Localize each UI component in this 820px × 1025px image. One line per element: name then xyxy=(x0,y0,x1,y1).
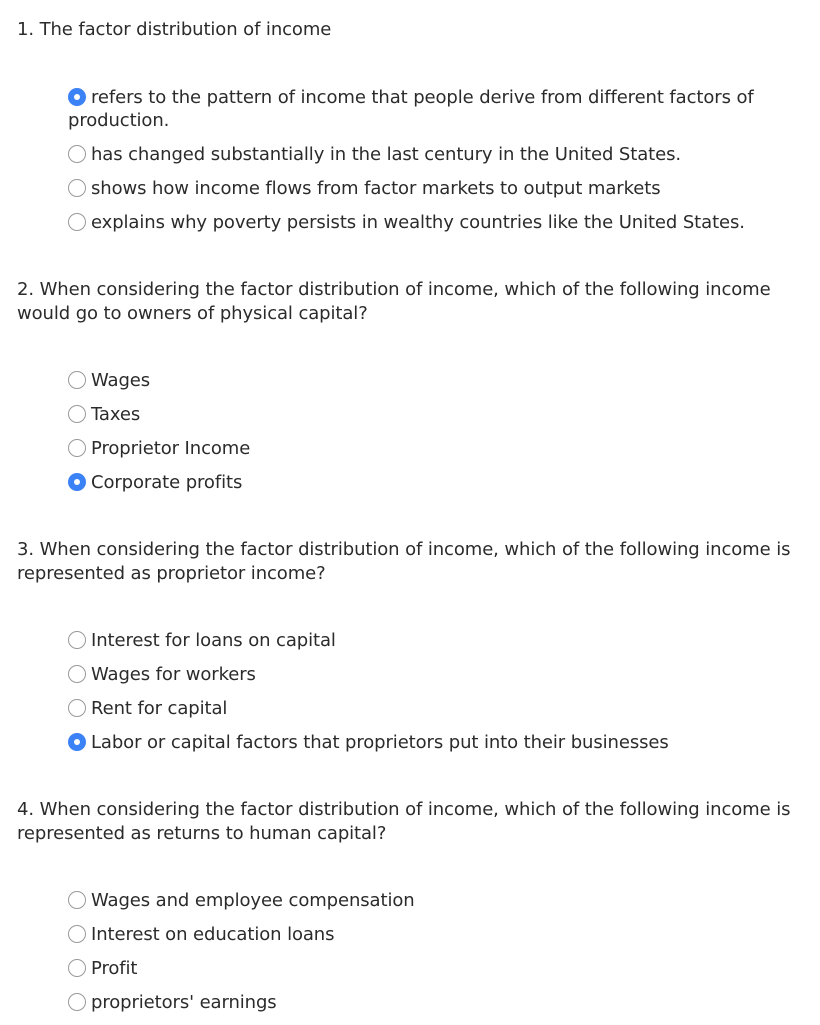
question-3-options xyxy=(68,629,808,765)
radio-unselected-icon[interactable] xyxy=(68,925,86,943)
question-2-option-1[interactable] xyxy=(68,369,808,392)
option-label: Rent for capital xyxy=(91,698,228,719)
radio-unselected-icon[interactable] xyxy=(68,179,86,197)
radio-unselected-icon[interactable] xyxy=(68,665,86,683)
radio-unselected-icon[interactable] xyxy=(68,145,86,163)
radio-unselected-icon[interactable] xyxy=(68,439,86,457)
question-1-option-2[interactable] xyxy=(68,143,808,166)
question-3-option-4[interactable] xyxy=(68,731,808,754)
option-label: refers to the pattern of income that people derive from different factors of production. xyxy=(68,87,754,131)
option-label: explains why poverty persists in wealthy countries like the United States. xyxy=(91,212,745,233)
option-label: Wages for workers xyxy=(91,664,256,685)
option-label: Labor or capital factors that proprietors put into their businesses xyxy=(91,732,669,753)
option-label: shows how income flows from factor markets to output markets xyxy=(91,178,661,199)
question-2-options xyxy=(68,369,808,505)
question-4-option-1[interactable] xyxy=(68,889,808,912)
question-4 xyxy=(17,798,807,846)
question-4-option-3[interactable] xyxy=(68,957,808,980)
radio-unselected-icon[interactable] xyxy=(68,371,86,389)
option-label: Wages and employee compensation xyxy=(91,890,415,911)
option-label: Wages xyxy=(91,370,151,391)
radio-unselected-icon[interactable] xyxy=(68,405,86,423)
question-2-option-3[interactable] xyxy=(68,437,808,460)
question-2-prompt: 2. When considering the factor distribution of income, which of the following income would go to owners of physical capital? xyxy=(17,279,771,324)
question-4-prompt: 4. When considering the factor distribution of income, which of the following income is represented as returns to human capital? xyxy=(17,799,791,844)
question-1-option-4[interactable] xyxy=(68,211,808,234)
question-2 xyxy=(17,278,807,326)
option-label: Interest on education loans xyxy=(91,924,335,945)
option-label: Interest for loans on capital xyxy=(91,630,336,651)
radio-unselected-icon[interactable] xyxy=(68,959,86,977)
option-label: proprietors' earnings xyxy=(91,992,277,1013)
radio-selected-icon[interactable] xyxy=(68,473,86,491)
question-1-option-1[interactable] xyxy=(68,86,808,132)
question-1-option-3[interactable] xyxy=(68,177,808,200)
radio-unselected-icon[interactable] xyxy=(68,213,86,231)
option-label: Profit xyxy=(91,958,138,979)
option-label: has changed substantially in the last century in the United States. xyxy=(91,144,681,165)
question-3-option-3[interactable] xyxy=(68,697,808,720)
option-label: Proprietor Income xyxy=(91,438,251,459)
radio-unselected-icon[interactable] xyxy=(68,631,86,649)
question-1-options xyxy=(68,86,808,245)
question-3-option-1[interactable] xyxy=(68,629,808,652)
radio-selected-icon[interactable] xyxy=(68,88,86,106)
option-label: Taxes xyxy=(91,404,141,425)
question-1 xyxy=(17,18,807,42)
question-3-prompt: 3. When considering the factor distribution of income, which of the following income is represented as proprietor income? xyxy=(17,539,791,584)
radio-unselected-icon[interactable] xyxy=(68,993,86,1011)
radio-unselected-icon[interactable] xyxy=(68,699,86,717)
question-4-option-2[interactable] xyxy=(68,923,808,946)
question-2-option-2[interactable] xyxy=(68,403,808,426)
question-3 xyxy=(17,538,807,586)
question-1-prompt: 1. The factor distribution of income xyxy=(17,19,332,40)
radio-unselected-icon[interactable] xyxy=(68,891,86,909)
option-label: Corporate profits xyxy=(91,472,243,493)
question-4-options xyxy=(68,889,808,1025)
radio-selected-icon[interactable] xyxy=(68,733,86,751)
question-3-option-2[interactable] xyxy=(68,663,808,686)
question-4-option-4[interactable] xyxy=(68,991,808,1014)
question-2-option-4[interactable] xyxy=(68,471,808,494)
